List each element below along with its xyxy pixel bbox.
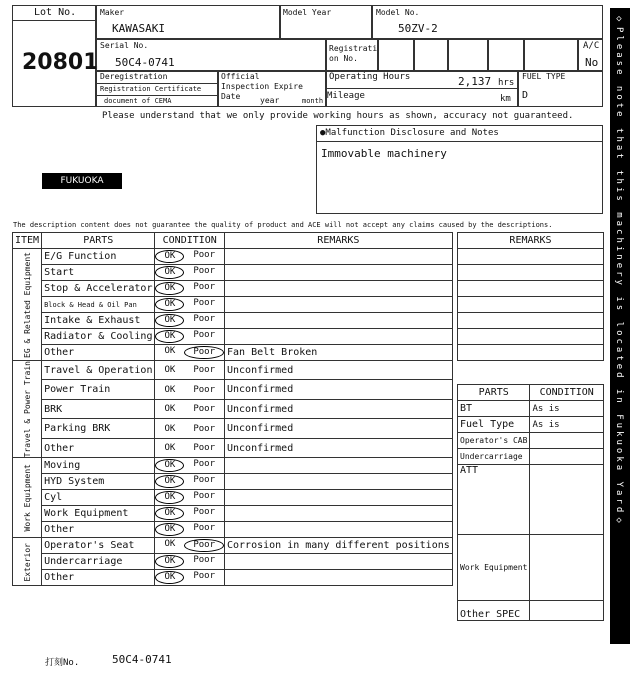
fuel-label: FUEL TYPE [522, 72, 566, 81]
remarks-header: REMARKS [225, 233, 453, 249]
spec-row [458, 433, 604, 449]
fuel-value: D [522, 90, 529, 101]
notice-text: Please understand that we only provide working hours as shown, accuracy not guaranteed. [102, 111, 574, 121]
remark [225, 297, 453, 313]
ok-mark: OK [164, 443, 176, 454]
part-name: Parking BRK [42, 419, 155, 438]
spec-part: BT [458, 401, 530, 417]
part-name: Block & Head & Oil Pan [42, 297, 155, 313]
table-row [13, 458, 453, 474]
malfunction-text: Immovable machinery [321, 147, 447, 160]
maker-label: Maker [100, 8, 125, 17]
ok-mark: OK [164, 365, 176, 376]
table-row [13, 506, 453, 522]
part-name: Start [42, 265, 155, 281]
table-row [13, 570, 453, 586]
spec-condition-header: CONDITION [530, 385, 604, 401]
model-no-value: 50ZV-2 [398, 22, 438, 35]
reg-cert-label: Registration Certificate [100, 85, 202, 93]
serial-label: Serial No. [100, 41, 149, 50]
spec-part: ATT [458, 465, 530, 535]
remark: Fan Belt Broken [225, 345, 453, 361]
spec-parts-header: PARTS [458, 385, 530, 401]
part-name: Stop & Accelerator [42, 281, 155, 297]
poor-mark: Poor [184, 346, 224, 359]
spec-row [458, 449, 604, 465]
part-name: Other [42, 522, 155, 538]
cema-label: document of CEMA [104, 97, 172, 105]
part-name: Undercarriage [42, 554, 155, 570]
table-row [13, 313, 453, 329]
ok-mark: OK [155, 459, 184, 472]
ok-mark: OK [164, 404, 176, 415]
remark [225, 281, 453, 297]
remark [225, 554, 453, 570]
poor-mark: Poor [193, 266, 215, 276]
right-remarks-table [457, 232, 604, 361]
remark: Unconfirmed [225, 361, 453, 380]
ok-mark: OK [164, 384, 176, 395]
table-row [13, 419, 453, 438]
ok-mark: OK [155, 266, 184, 279]
poor-mark: Poor [193, 523, 215, 534]
table-row [13, 554, 453, 570]
remark: Corrosion in many different positions [225, 538, 453, 554]
disclaimer-text: The description content does not guarantee the quality of product and ACE will not accept any claims caused by the descriptions. [13, 221, 553, 229]
part-name: Moving [42, 458, 155, 474]
table-row [13, 329, 453, 345]
mileage-label: Mileage [327, 91, 365, 101]
remark [225, 522, 453, 538]
spec-condition [530, 433, 604, 449]
part-name: Other [42, 438, 155, 458]
group-label: Exterior [22, 542, 32, 582]
ok-mark: OK [155, 330, 184, 343]
spec-condition: As is [530, 401, 604, 417]
hours-unit: hrs [498, 78, 515, 88]
spec-row [458, 601, 604, 621]
ok-mark: OK [155, 571, 184, 584]
part-name: HYD System [42, 474, 155, 490]
group-label: Travel & Power Train [22, 361, 32, 458]
poor-mark: Poor [193, 365, 215, 376]
spec-row [458, 417, 604, 433]
model-no-label: Model No. [376, 8, 420, 17]
part-name: Other [42, 570, 155, 586]
ok-mark: OK [155, 555, 184, 568]
remark [225, 249, 453, 265]
malfunction-label: ●Malfunction Disclosure and Notes [320, 128, 499, 138]
remark [225, 313, 453, 329]
location-sidebar [610, 8, 630, 644]
month-label: month [302, 97, 324, 105]
spec-condition: As is [530, 417, 604, 433]
location-badge: FUKUOKA [42, 173, 122, 189]
ok-mark: OK [155, 314, 184, 327]
table-row [13, 265, 453, 281]
poor-mark: Poor [193, 282, 215, 292]
remark [225, 265, 453, 281]
spec-part: Work Equipment [458, 535, 530, 601]
lot-label: Lot No. [34, 7, 77, 18]
ok-mark: OK [164, 346, 176, 356]
spec-condition [530, 449, 604, 465]
table-row [13, 249, 453, 265]
remark [225, 329, 453, 345]
spec-row [458, 465, 604, 535]
poor-mark: Poor [193, 475, 215, 486]
sidebar-text: ◇Please note that this machinery is located in Fukuoka Yard◇ [614, 14, 624, 529]
maker-value: KAWASAKI [112, 22, 165, 35]
malfunction-box [316, 125, 603, 214]
part-name: Other [42, 345, 155, 361]
parts-header: PARTS [42, 233, 155, 249]
ok-mark: OK [155, 282, 184, 295]
spec-condition [530, 465, 604, 535]
table-row [13, 345, 453, 361]
table-row [13, 361, 453, 380]
table-row [13, 538, 453, 554]
ac-value: No [585, 56, 599, 69]
poor-mark: Poor [193, 443, 215, 454]
table-row [13, 399, 453, 418]
remark [225, 474, 453, 490]
poor-mark: Poor [193, 423, 215, 434]
poor-mark: Poor [193, 330, 215, 340]
ac-label: A/C [583, 41, 600, 51]
part-name: E/G Function [42, 249, 155, 265]
ok-mark: OK [164, 539, 176, 550]
remark: Unconfirmed [225, 380, 453, 399]
spec-part: Operator's CAB [458, 433, 530, 449]
remark: Unconfirmed [225, 399, 453, 418]
part-name: Travel & Operation [42, 361, 155, 380]
table-row [13, 474, 453, 490]
poor-mark: Poor [193, 571, 215, 582]
table-row [13, 297, 453, 313]
hours-label: Operating Hours [329, 72, 411, 82]
spec-condition [530, 601, 604, 621]
ok-mark: OK [155, 507, 184, 520]
poor-mark: Poor [193, 459, 215, 470]
spec-row [458, 401, 604, 417]
poor-mark: Poor [193, 250, 215, 260]
table-row [13, 281, 453, 297]
item-header: ITEM [13, 233, 42, 249]
group-label: Work Equipment [22, 464, 32, 532]
serial-value: 50C4-0741 [115, 56, 175, 69]
stamp-value: 50C4-0741 [112, 653, 172, 666]
remark: Unconfirmed [225, 419, 453, 438]
remark [225, 490, 453, 506]
ok-mark: OK [155, 491, 184, 504]
model-year-label: Model Year [283, 8, 332, 17]
poor-mark: Poor [184, 539, 224, 552]
hours-value: 2,137 [458, 75, 492, 88]
part-name: Radiator & Cooling [42, 329, 155, 345]
ok-mark: OK [155, 475, 184, 488]
stamp-label: 打刻No. [45, 658, 80, 668]
right-remarks-header: REMARKS [458, 233, 604, 249]
poor-mark: Poor [193, 314, 215, 324]
poor-mark: Poor [193, 555, 215, 566]
spec-row [458, 535, 604, 601]
spec-table [457, 384, 604, 621]
part-name: Power Train [42, 380, 155, 399]
spec-part: Fuel Type [458, 417, 530, 433]
group-label: EG & Related Equipment [22, 251, 32, 358]
condition-header: CONDITION [155, 233, 225, 249]
table-row [13, 380, 453, 399]
poor-mark: Poor [193, 298, 215, 308]
table-row [13, 490, 453, 506]
part-name: BRK [42, 399, 155, 418]
ok-mark: OK [155, 523, 184, 536]
year-label: year [260, 96, 280, 105]
part-name: Cyl [42, 490, 155, 506]
dereg-label: Deregistration [100, 72, 168, 81]
condition-table [12, 232, 453, 586]
remark: Unconfirmed [225, 438, 453, 458]
poor-mark: Poor [193, 404, 215, 415]
mileage-unit: km [500, 94, 511, 104]
spec-part: Undercarriage [458, 449, 530, 465]
ok-mark: OK [155, 250, 184, 263]
registration-label: Registrati on No. [329, 44, 378, 63]
part-name: Operator's Seat [42, 538, 155, 554]
remark [225, 506, 453, 522]
table-row [13, 522, 453, 538]
spec-part: Other SPEC [458, 601, 530, 621]
poor-mark: Poor [193, 384, 215, 395]
ok-mark: OK [164, 423, 176, 434]
table-row [13, 438, 453, 458]
inspection-label: Official Inspection Expire Date [221, 72, 303, 101]
poor-mark: Poor [193, 507, 215, 518]
ok-mark: OK [155, 298, 184, 311]
spec-condition [530, 535, 604, 601]
remark [225, 458, 453, 474]
part-name: Intake & Exhaust [42, 313, 155, 329]
lot-number: 20801 [22, 50, 99, 75]
poor-mark: Poor [193, 491, 215, 502]
part-name: Work Equipment [42, 506, 155, 522]
remark [225, 570, 453, 586]
